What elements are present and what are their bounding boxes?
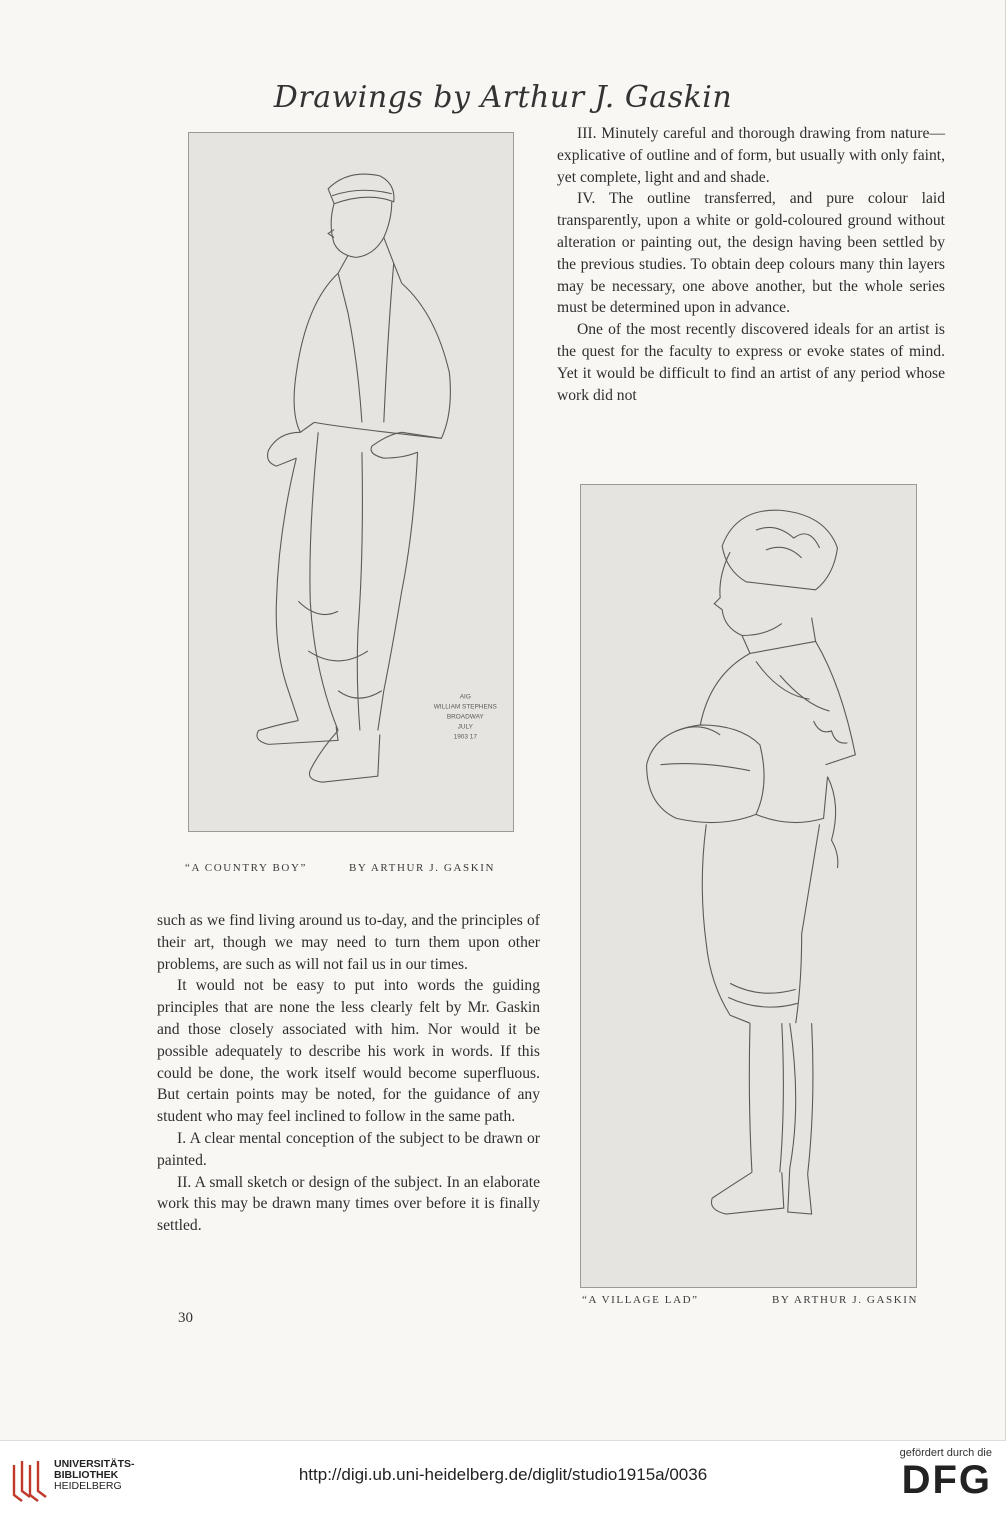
caption-credit: BY ARTHUR J. GASKIN [349, 862, 496, 874]
inscription-line: AIG [459, 693, 471, 701]
permalink-text[interactable]: http://digi.ub.uni-heidelberg.de/diglit/studio1915a/0036 [298, 1465, 708, 1484]
inscription-line: JULY [457, 723, 473, 731]
permalink[interactable] [0, 1465, 1006, 1485]
caption-title: “A COUNTRY BOY” [185, 862, 307, 874]
caption-country-boy [185, 862, 307, 874]
left-column-text [157, 910, 540, 1237]
digitization-footer [0, 1440, 1006, 1514]
caption-credit-village-lad [772, 1294, 918, 1306]
paragraph: IV. The outline transferred, and pure colour laid transparently, upon a white or gold-coloured ground without alteration or painting out, the design having been settled by the previous studies. To obtain deep colours many thin layers may be necessary, one above another, but the whole series must be determined upon in advance. [557, 190, 945, 317]
dfg-logo: DFG [901, 1458, 992, 1502]
paragraph: It would not be easy to put into words the guiding principles that are none the less clearly felt by Mr. Gaskin and those closely associated with him. Nor would it be possible adequately to describe his work in words. If this could be done, the work itself would become superfluous. But certain points may be noted, for the guidance of any student who may feel inclined to follow in the same path. [157, 977, 540, 1126]
village-lad-drawing [581, 485, 916, 1287]
library-line: UNIVERSITÄTS- [54, 1458, 135, 1470]
funding-label: gefördert durch die [899, 1447, 992, 1459]
paragraph: such as we find living around us to-day, and the principles of their art, though we may need to turn them upon other problems, are such as will not fail us in our times. [157, 912, 540, 973]
inscription-line: WILLIAM STEPHENS [433, 703, 497, 711]
right-column-text [557, 123, 945, 406]
country-boy-drawing [189, 133, 513, 831]
page-number: 30 [178, 1310, 193, 1326]
signature-inscription [434, 694, 498, 741]
library-line: HEIDELBERG [54, 1480, 122, 1492]
inscription-line: BROADWAY [446, 713, 484, 721]
caption-credit: BY ARTHUR J. GASKIN [772, 1294, 919, 1306]
funding-notice [900, 1447, 992, 1501]
paragraph: III. Minutely careful and thorough drawing from nature—explicative of outline and of form, but usually with only faint, yet complete, light and and shade. [557, 125, 945, 186]
paragraph: I. A clear mental conception of the subject to be drawn or painted. [157, 1129, 540, 1169]
caption-village-lad [582, 1294, 699, 1306]
running-head: Drawings by Arthur J. Gaskin [273, 80, 733, 115]
caption-title: “A VILLAGE LAD” [582, 1294, 699, 1306]
plate-village-lad [580, 484, 917, 1288]
paragraph: One of the most recently discovered ideals for an artist is the quest for the faculty to express or evoke states of mind. Yet it would be difficult to find an artist of any period whose work did not [557, 321, 945, 404]
plate-country-boy [188, 132, 514, 832]
caption-credit-country-boy [349, 862, 495, 874]
inscription-line: 1903 17 [453, 733, 477, 741]
library-line: BIBLIOTHEK [54, 1469, 119, 1481]
paragraph: II. A small sketch or design of the subject. In an elaborate work this may be drawn many times over before it is finally settled. [157, 1173, 540, 1235]
